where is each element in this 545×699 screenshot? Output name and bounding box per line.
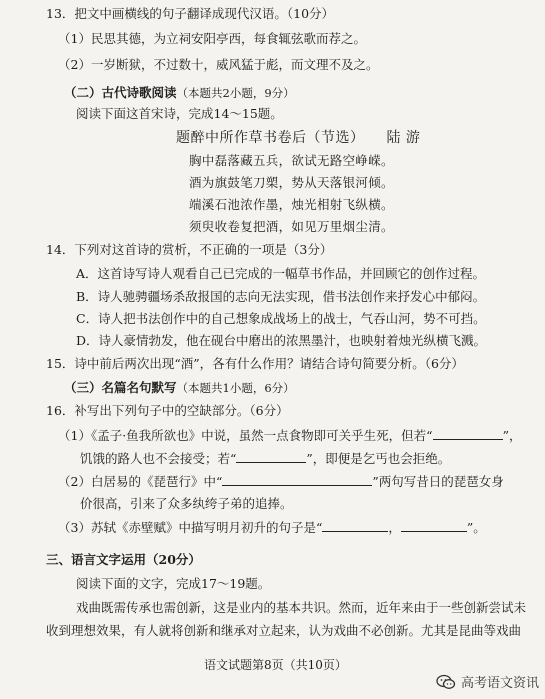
answer-blank[interactable] [236,450,306,463]
q16-item-3-text: （3）苏轼《赤壁赋》中描写明月初升的句子是“ [58,520,323,535]
q16-item-3-sep: ， [388,520,401,535]
q13-sentence-1: （1）民思其德，为立祠安阳亭西，每食辄弦歌而荐之。 [58,31,366,46]
answer-blank[interactable] [433,427,503,440]
q16-item-2b: 价很高，引来了众多纨绔子弟的追捧。 [80,496,293,511]
q16-item-2a-text: （2）白居易的《琵琶行》中“ [58,474,223,489]
q15-stem: 15．诗中前后两次出现“酒”，各有什么作用？请结合诗句简要分析。（6分） [46,356,464,371]
q14-option-a: A．这首诗写诗人观看自己已完成的一幅草书作品，并回顾它的创作过程。 [76,266,486,281]
q16-item-2a-end: ”两句写昔日的琵琶女身 [372,474,504,489]
page-footer: 语文试题第8页（共10页） [204,658,347,672]
q16-item-1b-text: 饥饿的路人也不会接受；若“ [80,451,237,466]
q13-sentence-2: （2）一岁断狱，不过数十，威风猛于彪，而文理不及之。 [58,57,379,72]
answer-blank[interactable] [401,519,467,532]
q14-option-d: D．诗人豪情勃发，他在砚台中磨出的浓黑墨汁，也映射着烛光纵横飞溅。 [76,333,487,348]
poem-line-1: 胸中磊落藏五兵，欲试无路空峥嵘。 [189,153,394,168]
section3-heading [64,380,295,396]
passage-line-2: 收到理想效果，有人就将创新和继承对立起来，认为戏曲不必创新。尤其是昆曲等戏曲 [46,623,522,638]
poem-author: 陆 游 [386,130,421,146]
poem-line-4: 须臾收卷复把酒，如见万里烟尘清。 [189,219,394,234]
q13-stem: 13．把文中画横线的句子翻译成现代汉语。（10分） [46,6,335,21]
part3-intro: 阅读下面的文字，完成17～19题。 [76,576,271,591]
poem-title: 题醉中所作草书卷后（节选） [176,130,365,146]
watermark-text: 高考语文资讯 [460,676,539,691]
q16-item-1b [80,450,450,467]
section3-note: （本题共1小题，6分） [176,381,295,395]
q16-item-1a-end: ”， [502,428,522,443]
q16-item-1a-text: （1）《孟子·鱼我所欲也》中说，虽然一点食物即可关乎生死，但若“ [58,428,433,443]
poem-heading [176,130,420,146]
q16-item-2a [58,473,504,490]
answer-blank[interactable] [322,519,388,532]
wechat-icon [436,674,456,690]
q14-option-b: B．诗人驰骋疆场杀敌报国的志向无法实现，借书法创作来抒发心中郁闷。 [76,289,486,304]
q14-stem: 14．下列对这首诗的赏析，不正确的一项是（3分） [46,242,333,257]
q16-stem: 16．补写出下列句子中的空缺部分。（6分） [46,403,289,418]
part3-heading: 三、语言文字运用（20分） [46,552,201,567]
section3-title: （三）名篇名句默写 [64,380,177,395]
section2-intro: 阅读下面这首宋诗，完成14～15题。 [76,106,283,121]
watermark [436,672,539,691]
q16-item-3-end: ”。 [466,520,486,535]
section2-heading [64,85,295,101]
section2-note: （本题共2小题，9分） [176,86,295,100]
q16-item-1b-end: ”，即便是乞丐也会拒绝。 [306,451,451,466]
passage-line-1: 戏曲既需传承也需创新，这是业内的基本共识。然而，近年来由于一些创新尝试未 [76,600,527,615]
poem-line-2: 酒为旗鼓笔刀槊，势从天落银河倾。 [189,175,394,190]
section2-title: （二）古代诗歌阅读 [64,85,177,100]
poem-line-3: 端溪石池浓作墨，烛光相射飞纵横。 [189,197,394,212]
q16-item-1a [58,427,521,444]
q16-item-3 [58,519,486,536]
answer-blank[interactable] [222,473,372,486]
q14-option-c: C．诗人把书法创作中的自己想象成战场上的战士，气吞山河，势不可挡。 [76,311,486,326]
